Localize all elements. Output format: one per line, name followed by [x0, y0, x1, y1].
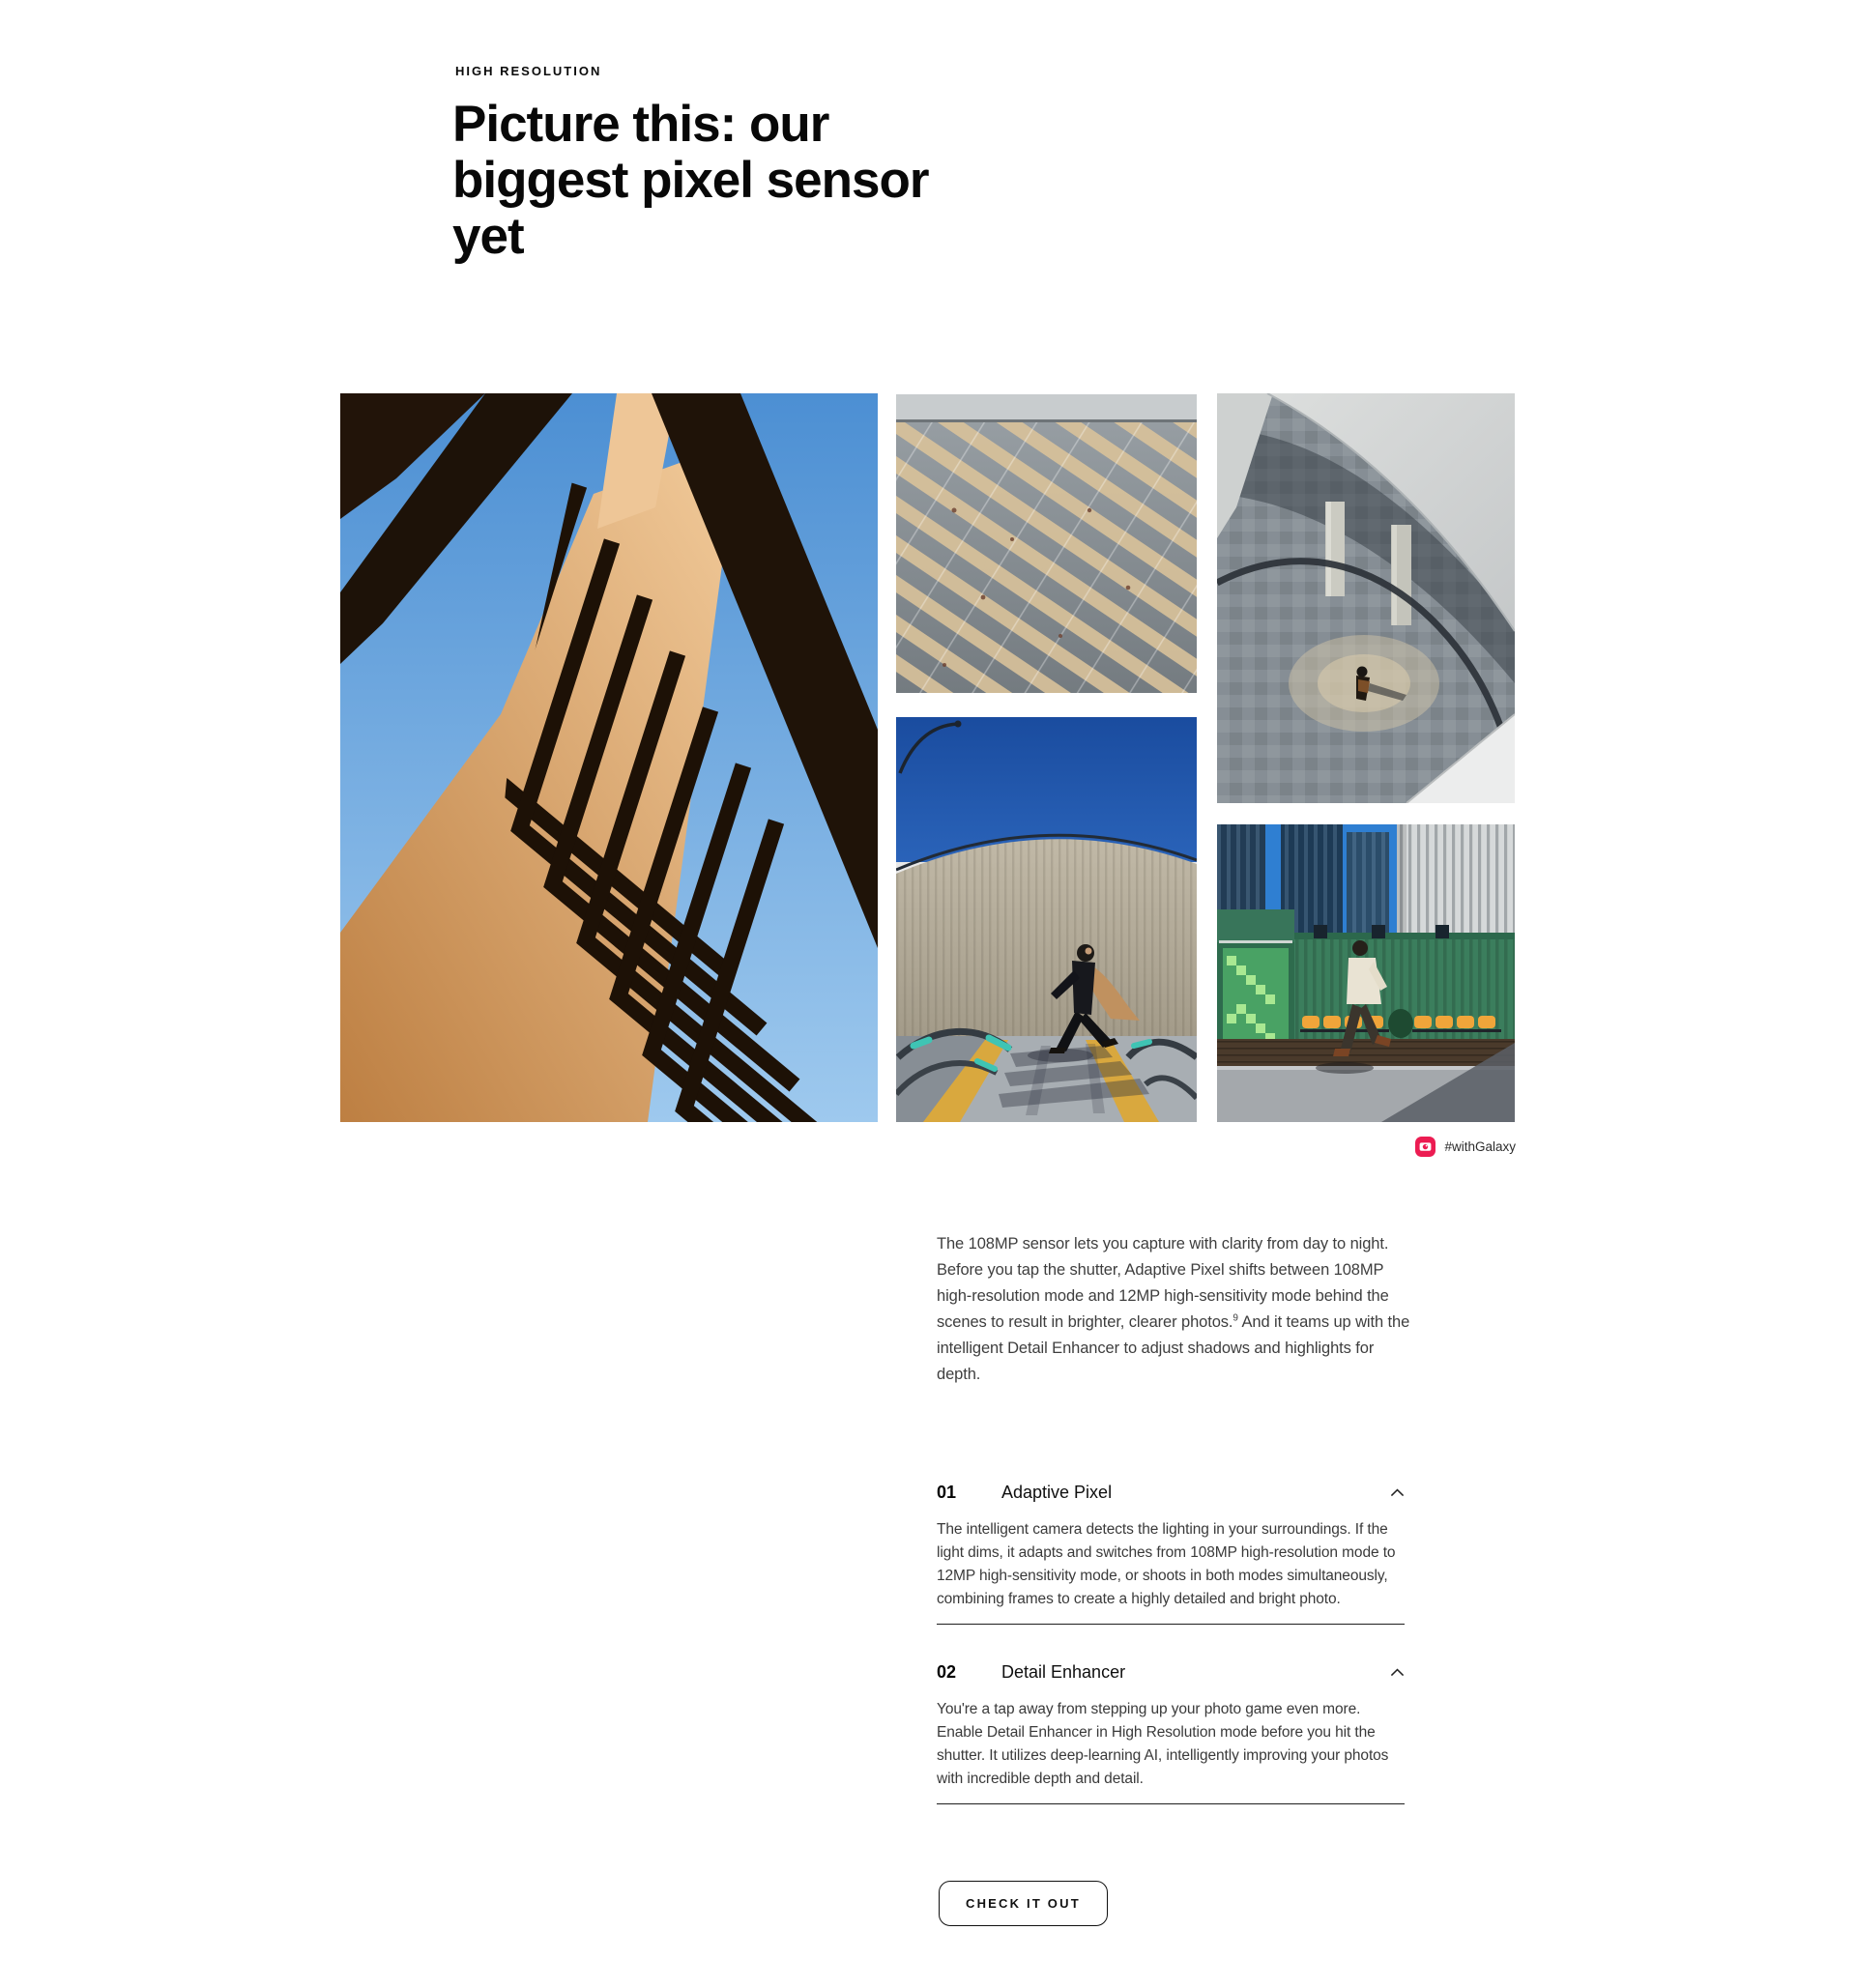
- accordion-number: 01: [937, 1482, 957, 1502]
- container-park-illustration: [1217, 824, 1515, 1122]
- plaza-shadows-illustration: [896, 394, 1197, 693]
- accordion-header-adaptive-pixel[interactable]: [937, 1481, 1405, 1504]
- intro-text: The 108MP sensor lets you capture with clarity from day to night. Before you tap the shutter, Adaptive Pixel shifts between 108MP high-resolution mode and 12MP high-sensitivity mode behind the scenes to result in brighter, clearer photos.: [937, 1235, 1389, 1331]
- gallery-photo-plaza-shadows: [896, 394, 1197, 693]
- courtyard-overhead-illustration: [1217, 393, 1515, 803]
- accordion-number: 02: [937, 1661, 957, 1682]
- accordion-divider: [937, 1803, 1405, 1804]
- check-it-out-button[interactable]: CHECK IT OUT: [939, 1881, 1108, 1926]
- louvered-facade-illustration: [340, 393, 878, 1122]
- camera-badge-icon: [1415, 1137, 1436, 1157]
- accordion-body: You're a tap away from stepping up your photo game even more. Enable Detail Enhancer in High Resolution mode before you hit the shutter. It utilizes deep-learning AI, intelligently improving your photos with incredible depth and detail.: [937, 1701, 1389, 1787]
- intro-text-continued: And it teams up with the intelligent Detail Enhancer to adjust shadows and highlights for depth.: [937, 1313, 1410, 1383]
- accordion-item-detail-enhancer: [937, 1660, 1405, 1804]
- photo-gallery: [340, 393, 1516, 1122]
- gallery-photo-louvered-facade: [340, 393, 878, 1122]
- footnote-9: 9: [1232, 1312, 1238, 1324]
- withgalaxy-badge[interactable]: [1415, 1137, 1516, 1157]
- heading-line-3: yet: [452, 208, 524, 265]
- chevron-up-icon[interactable]: [1390, 1488, 1405, 1497]
- section-heading: [452, 97, 928, 265]
- accordion-item-adaptive-pixel: [937, 1481, 1405, 1625]
- accordion-header-detail-enhancer[interactable]: [937, 1660, 1405, 1684]
- intro-paragraph: [937, 1231, 1418, 1388]
- section-eyebrow: HIGH RESOLUTION: [455, 64, 602, 78]
- accordion-divider: [937, 1624, 1405, 1625]
- heading-line-2: biggest pixel sensor: [452, 152, 929, 209]
- subway-stride-illustration: [896, 717, 1197, 1122]
- gallery-photo-container-park: [1217, 824, 1515, 1122]
- accordion-label: Detail Enhancer: [1001, 1661, 1126, 1682]
- gallery-photo-subway-stride: [896, 717, 1197, 1122]
- gallery-photo-courtyard-overhead: [1217, 393, 1515, 803]
- feature-accordion: [937, 1481, 1405, 1804]
- heading-line-1: Picture this: our: [452, 96, 829, 153]
- withgalaxy-label: #withGalaxy: [1444, 1139, 1516, 1154]
- accordion-label: Adaptive Pixel: [1001, 1482, 1113, 1502]
- accordion-body: The intelligent camera detects the lighting in your surroundings. If the light dims, it adapts and switches from 108MP high-resolution mode to 12MP high-sensitivity mode, or shoots in both modes simultaneously, combining frames to create a highly detailed and bright photo.: [937, 1521, 1396, 1607]
- chevron-up-icon[interactable]: [1390, 1668, 1405, 1677]
